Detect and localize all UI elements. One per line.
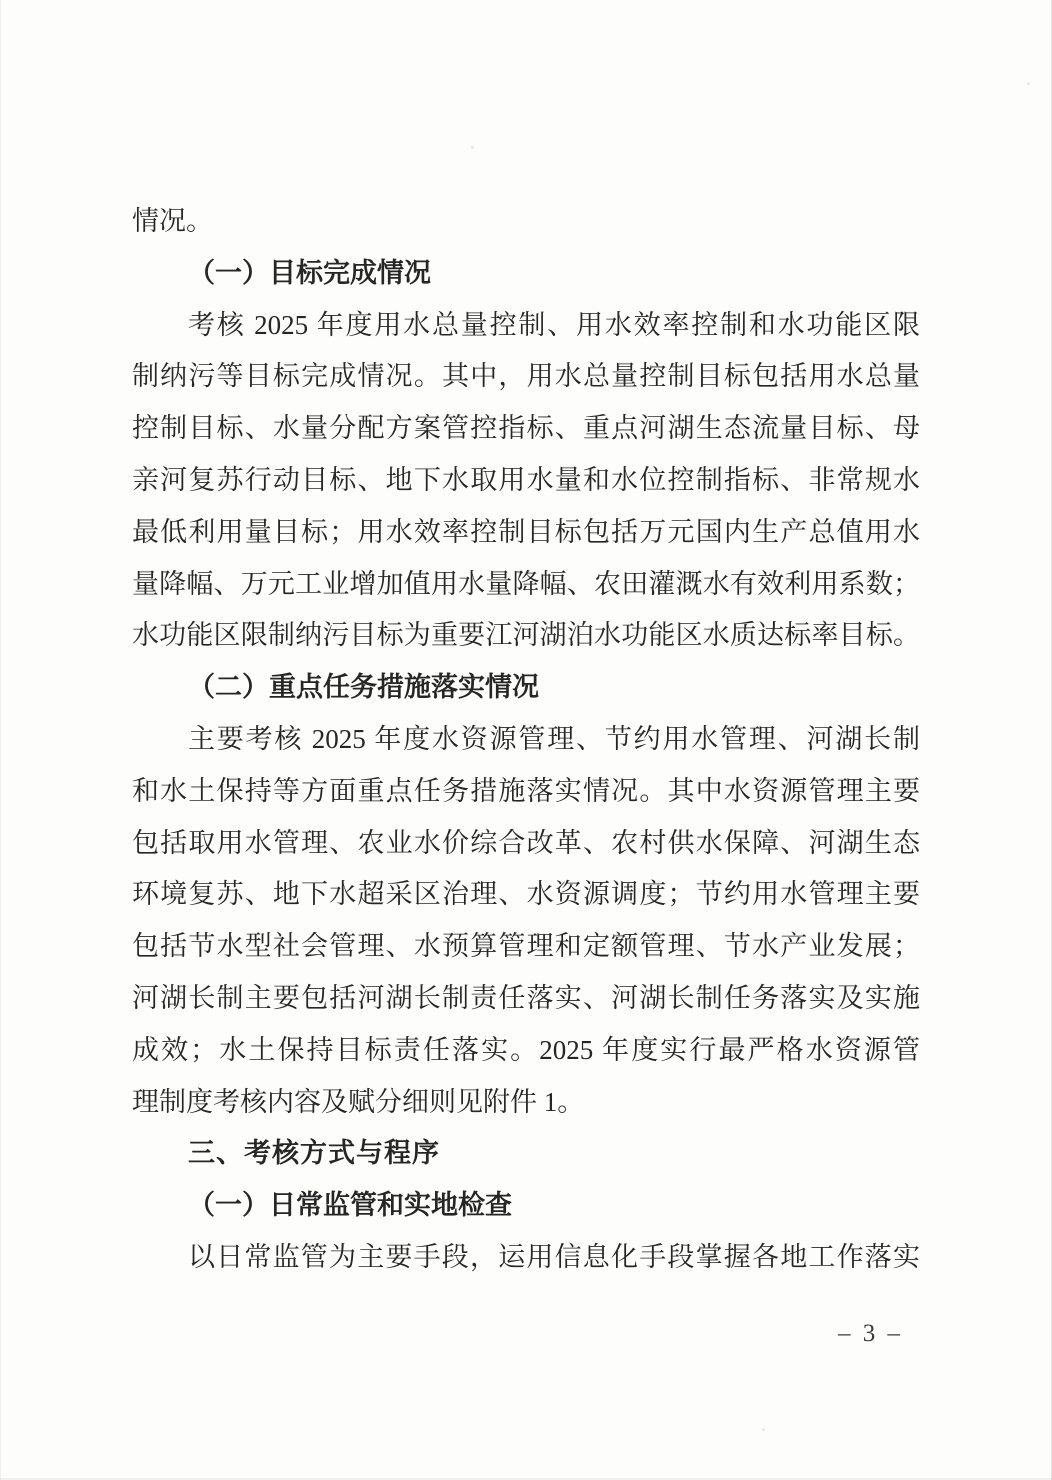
text-line: 包括节水型社会管理、水预算管理和定额管理、节水产业发展； (132, 931, 920, 962)
section-heading: （一）日常监管和实地检查 (188, 1190, 512, 1221)
text-line: 制纳污等目标完成情况。其中，用水总量控制目标包括用水总量 (132, 361, 920, 392)
text-line: 量降幅、万元工业增加值用水量降幅、农田灌溉水有效利用系数； (132, 568, 920, 599)
text-line: 控制目标、水量分配方案管控指标、重点河湖生态流量目标、母 (132, 413, 920, 444)
scan-speck (1027, 82, 1030, 85)
text-line: 最低利用量目标；用水效率控制目标包括万元国内生产总值用水 (132, 516, 920, 547)
text-line: 河湖长制主要包括河湖长制责任落实、河湖长制任务落实及实施 (132, 982, 920, 1013)
text-line: 情况。 (132, 206, 213, 236)
text-line: 和水土保持等方面重点任务措施落实情况。其中水资源管理主要 (132, 775, 920, 806)
text-line: 主要考核 2025 年度水资源管理、节约用水管理、河湖长制 (188, 723, 920, 754)
text-line: 成效；水土保持目标责任落实。2025 年度实行最严格水资源管 (132, 1034, 920, 1065)
text-line: 包括取用水管理、农业水价综合改革、农村供水保障、河湖生态 (132, 827, 920, 858)
section-heading: 三、考核方式与程序 (188, 1138, 440, 1169)
text-line: 环境复苏、地下水超采区治理、水资源调度；节约用水管理主要 (132, 879, 920, 910)
page-number: – 3 – (838, 1320, 903, 1347)
text-line: 亲河复苏行动目标、地下水取用水量和水位控制指标、非常规水 (132, 464, 920, 495)
document-body (132, 196, 920, 1284)
text-line: 水功能区限制纳污目标为重要江河湖泊水功能区水质达标率目标。 (132, 620, 920, 651)
section-heading: （二）重点任务措施落实情况 (188, 672, 539, 703)
text-line: 以日常监管为主要手段，运用信息化手段掌握各地工作落实 (188, 1241, 920, 1272)
text-line: 理制度考核内容及赋分细则见附件 1。 (132, 1086, 585, 1117)
section-heading: （一）目标完成情况 (188, 257, 431, 288)
scan-speck (471, 146, 474, 149)
text-line: 考核 2025 年度用水总量控制、用水效率控制和水功能区限 (188, 309, 920, 340)
scan-speck (178, 375, 181, 378)
scan-speck (762, 1428, 765, 1431)
